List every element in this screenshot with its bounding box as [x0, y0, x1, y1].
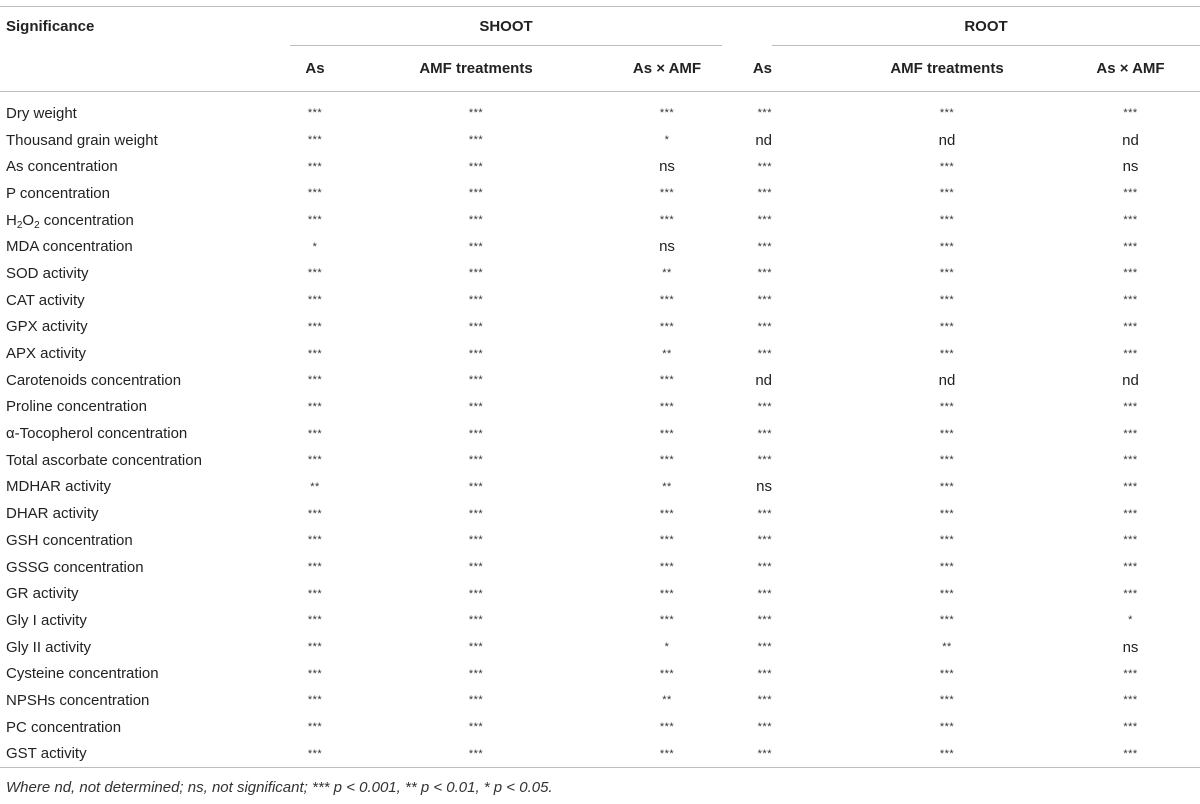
- cell-root-amf: ***: [939, 480, 955, 493]
- cell-shoot-amf: ***: [468, 507, 484, 520]
- cell-root-amf: ***: [939, 240, 955, 253]
- cell-root-amf: **: [942, 641, 952, 654]
- cell-shoot-interaction: **: [662, 694, 672, 707]
- table-row: [0, 367, 1200, 394]
- cell-root-as: ***: [757, 214, 772, 227]
- group-header-root: ROOT: [964, 17, 1008, 35]
- cell-shoot-as: ***: [307, 747, 323, 760]
- cell-root-amf: ***: [939, 427, 955, 440]
- cell-root-interaction: ns: [1122, 158, 1139, 176]
- cell-root-amf: ***: [939, 400, 955, 413]
- cell-root-interaction: ***: [1123, 694, 1138, 707]
- table-row: [0, 500, 1200, 527]
- cell-shoot-amf: ***: [468, 320, 484, 333]
- cell-shoot-interaction: ***: [659, 587, 675, 600]
- subheader-shoot-amf: AMF treatments: [419, 60, 533, 77]
- row-label: GPX activity: [6, 318, 88, 336]
- cell-shoot-as: ***: [307, 160, 323, 173]
- cell-shoot-interaction: **: [662, 480, 672, 493]
- subheader-shoot-as: As: [305, 60, 325, 77]
- table-row: [0, 741, 1200, 768]
- table-row: [0, 314, 1200, 341]
- cell-shoot-as: ***: [307, 294, 323, 307]
- cell-root-interaction: ***: [1123, 214, 1138, 227]
- cell-shoot-amf: ***: [468, 347, 484, 360]
- table-row: [0, 660, 1200, 687]
- cell-root-interaction: ***: [1123, 267, 1138, 280]
- cell-shoot-interaction: ***: [659, 534, 675, 547]
- cell-root-amf: ***: [939, 587, 955, 600]
- table-row: [0, 287, 1200, 314]
- table-row: [0, 447, 1200, 474]
- cell-root-amf: ***: [939, 721, 955, 734]
- cell-shoot-as: ***: [307, 107, 323, 120]
- cell-root-interaction: nd: [1122, 131, 1139, 149]
- cell-root-interaction: ***: [1123, 587, 1138, 600]
- cell-shoot-interaction: *: [664, 641, 670, 654]
- cell-shoot-as: ***: [307, 694, 323, 707]
- cell-root-interaction: nd: [1122, 371, 1139, 389]
- cell-root-as: ***: [757, 320, 772, 333]
- cell-shoot-as: ***: [307, 534, 323, 547]
- table-row: [0, 687, 1200, 714]
- cell-root-interaction: ***: [1123, 107, 1138, 120]
- cell-shoot-as: ***: [307, 374, 323, 387]
- cell-root-interaction: ***: [1123, 480, 1138, 493]
- cell-root-as: nd: [755, 131, 772, 149]
- table-row: [0, 527, 1200, 554]
- cell-shoot-amf: ***: [468, 561, 484, 574]
- cell-root-as: ***: [757, 267, 772, 280]
- subheader-shoot-interaction: As × AMF: [632, 60, 702, 77]
- cell-shoot-amf: ***: [468, 641, 484, 654]
- cell-shoot-amf: ***: [468, 614, 484, 627]
- row-label: Gly II activity: [6, 638, 92, 656]
- cell-shoot-as: ***: [307, 587, 323, 600]
- cell-root-as: ***: [757, 561, 772, 574]
- table-row: [0, 260, 1200, 287]
- cell-shoot-interaction: *: [664, 134, 670, 147]
- cell-shoot-interaction: ***: [659, 427, 675, 440]
- row-label: NPSHs concentration: [6, 691, 150, 709]
- table-row: [0, 420, 1200, 447]
- cell-root-amf: ***: [939, 454, 955, 467]
- cell-shoot-amf: ***: [468, 534, 484, 547]
- cell-root-amf: ***: [939, 561, 955, 574]
- cell-shoot-interaction: ***: [659, 507, 675, 520]
- table-row: [0, 340, 1200, 367]
- cell-root-as: ***: [757, 747, 772, 760]
- cell-root-amf: ***: [939, 107, 955, 120]
- cell-shoot-as: ***: [307, 427, 323, 440]
- cell-shoot-amf: ***: [468, 427, 484, 440]
- cell-root-amf: ***: [939, 614, 955, 627]
- cell-root-interaction: ***: [1123, 320, 1138, 333]
- bottom-rule: [0, 768, 1200, 769]
- cell-root-as: ***: [757, 454, 772, 467]
- cell-shoot-interaction: ***: [659, 294, 675, 307]
- cell-root-amf: ***: [939, 534, 955, 547]
- cell-root-interaction: ***: [1123, 294, 1138, 307]
- cell-shoot-amf: ***: [468, 187, 484, 200]
- cell-shoot-as: ***: [307, 134, 323, 147]
- cell-shoot-interaction: ***: [659, 320, 675, 333]
- cell-shoot-interaction: ***: [659, 374, 675, 387]
- cell-root-interaction: ***: [1123, 667, 1138, 680]
- subheader-root-amf: AMF treatments: [890, 60, 1004, 77]
- cell-root-interaction: ***: [1123, 240, 1138, 253]
- cell-root-amf: ***: [939, 214, 955, 227]
- cell-root-as: ***: [757, 694, 772, 707]
- cell-root-amf: ***: [939, 267, 955, 280]
- cell-shoot-amf: ***: [468, 160, 484, 173]
- table-footnote: Where nd, not determined; ns, not significant; *** p < 0.001, ** p < 0.01, * p < 0.05.: [6, 779, 553, 796]
- cell-root-as: ***: [757, 347, 772, 360]
- cell-shoot-interaction: ***: [659, 614, 675, 627]
- cell-shoot-amf: ***: [468, 294, 484, 307]
- cell-shoot-as: ***: [307, 507, 323, 520]
- cell-shoot-as: ***: [307, 561, 323, 574]
- cell-shoot-as: *: [312, 240, 318, 253]
- cell-root-as: ***: [757, 160, 772, 173]
- table-row: [0, 554, 1200, 581]
- cell-shoot-amf: ***: [468, 240, 484, 253]
- row-label: SOD activity: [6, 264, 89, 282]
- cell-shoot-interaction: ns: [659, 238, 675, 256]
- cell-shoot-as: ***: [307, 267, 323, 280]
- row-label: Cysteine concentration: [6, 665, 159, 683]
- table-row: [0, 100, 1200, 127]
- cell-root-amf: ***: [939, 294, 955, 307]
- cell-root-as: ***: [757, 667, 772, 680]
- row-label: MDA concentration: [6, 238, 133, 256]
- subheader-root-interaction: As × AMF: [1096, 60, 1165, 77]
- cell-shoot-as: ***: [307, 187, 323, 200]
- table-row: [0, 394, 1200, 421]
- cell-shoot-amf: ***: [468, 587, 484, 600]
- cell-shoot-amf: ***: [468, 134, 484, 147]
- cell-shoot-as: ***: [307, 400, 323, 413]
- table-row: [0, 474, 1200, 501]
- cell-shoot-interaction: ***: [659, 400, 675, 413]
- cell-shoot-amf: ***: [468, 721, 484, 734]
- table-row: [0, 153, 1200, 180]
- cell-root-interaction: ***: [1123, 427, 1138, 440]
- cell-root-interaction: ***: [1123, 507, 1138, 520]
- cell-shoot-interaction: ***: [659, 721, 675, 734]
- cell-root-as: ns: [756, 478, 772, 496]
- row-label: GR activity: [6, 585, 79, 603]
- cell-root-interaction: *: [1128, 614, 1133, 627]
- cell-root-as: ***: [757, 587, 772, 600]
- row-label: Gly I activity: [6, 611, 87, 629]
- cell-shoot-as: ***: [307, 667, 323, 680]
- cell-root-amf: ***: [939, 694, 955, 707]
- table-row: [0, 207, 1200, 234]
- cell-shoot-interaction: ***: [659, 107, 675, 120]
- cell-root-amf: nd: [938, 371, 956, 389]
- cell-shoot-amf: ***: [468, 374, 484, 387]
- cell-shoot-interaction: ***: [659, 187, 675, 200]
- cell-root-amf: ***: [939, 347, 955, 360]
- table-row: [0, 634, 1200, 661]
- cell-shoot-interaction: ***: [659, 214, 675, 227]
- cell-shoot-interaction: ***: [659, 454, 675, 467]
- cell-shoot-amf: ***: [468, 667, 484, 680]
- row-label: Proline concentration: [6, 398, 147, 416]
- row-label: α-Tocopherol concentration: [6, 425, 188, 443]
- cell-root-amf: nd: [938, 131, 956, 149]
- row-label: As concentration: [6, 158, 118, 176]
- cell-shoot-amf: ***: [468, 694, 484, 707]
- cell-shoot-amf: ***: [468, 454, 484, 467]
- table-row: [0, 233, 1200, 260]
- cell-root-as: ***: [757, 641, 772, 654]
- cell-root-as: ***: [757, 427, 772, 440]
- cell-root-amf: ***: [939, 747, 955, 760]
- cell-shoot-amf: ***: [468, 267, 484, 280]
- row-label: GSSG concentration: [6, 558, 144, 576]
- row-label: PC concentration: [6, 718, 122, 736]
- corner-label: Significance: [6, 17, 95, 35]
- cell-shoot-amf: ***: [468, 480, 484, 493]
- cell-root-as: ***: [757, 721, 772, 734]
- cell-root-interaction: ***: [1123, 400, 1138, 413]
- cell-root-as: ***: [757, 294, 772, 307]
- cell-shoot-as: **: [310, 480, 320, 493]
- cell-root-interaction: ***: [1123, 454, 1138, 467]
- cell-root-amf: ***: [939, 667, 955, 680]
- row-label: $H_2O_2$ concentration: [6, 211, 134, 231]
- cell-root-interaction: ns: [1122, 638, 1139, 656]
- subheader-row: [0, 46, 1200, 92]
- cell-shoot-as: ***: [307, 347, 323, 360]
- cell-root-as: ***: [757, 400, 772, 413]
- row-label: Thousand grain weight: [6, 131, 158, 149]
- cell-shoot-interaction: **: [662, 267, 672, 280]
- table-row: [0, 127, 1200, 154]
- cell-shoot-as: ***: [307, 614, 323, 627]
- cell-root-as: ***: [757, 240, 772, 253]
- cell-root-interaction: ***: [1123, 347, 1138, 360]
- table-row: [0, 180, 1200, 207]
- cell-root-as: ***: [757, 107, 772, 120]
- cell-shoot-as: ***: [307, 721, 323, 734]
- cell-shoot-amf: ***: [468, 747, 484, 760]
- cell-root-as: nd: [755, 371, 772, 389]
- cell-shoot-interaction: ***: [659, 667, 675, 680]
- cell-shoot-interaction: ***: [659, 747, 675, 760]
- cell-shoot-as: ***: [307, 641, 323, 654]
- row-label: APX activity: [6, 345, 87, 363]
- group-header-shoot: SHOOT: [479, 17, 533, 35]
- cell-root-as: ***: [757, 614, 772, 627]
- subheader-root-as: As: [752, 60, 772, 77]
- table-row: [0, 580, 1200, 607]
- cell-shoot-amf: ***: [468, 214, 484, 227]
- cell-root-interaction: ***: [1123, 721, 1138, 734]
- cell-root-interaction: ***: [1123, 747, 1138, 760]
- row-label: P concentration: [6, 184, 110, 202]
- table-row: [0, 607, 1200, 634]
- cell-root-interaction: ***: [1123, 534, 1138, 547]
- row-label: GST activity: [6, 745, 87, 763]
- cell-root-amf: ***: [939, 507, 955, 520]
- table-body: [0, 92, 1200, 768]
- row-label: GSH concentration: [6, 531, 133, 549]
- row-label: DHAR activity: [6, 505, 99, 523]
- cell-shoot-as: ***: [307, 454, 323, 467]
- cell-root-as: ***: [757, 507, 772, 520]
- cell-shoot-amf: ***: [468, 400, 484, 413]
- cell-shoot-as: ***: [307, 320, 323, 333]
- cell-root-as: ***: [757, 534, 772, 547]
- row-label: CAT activity: [6, 291, 85, 309]
- significance-table: [0, 6, 1200, 768]
- table-row: [0, 714, 1200, 741]
- cell-root-amf: ***: [939, 187, 955, 200]
- row-label: Dry weight: [6, 104, 77, 122]
- cell-root-as: ***: [757, 187, 772, 200]
- row-label: Carotenoids concentration: [6, 371, 182, 389]
- cell-root-interaction: ***: [1123, 561, 1138, 574]
- cell-shoot-interaction: ns: [659, 158, 675, 176]
- cell-root-amf: ***: [939, 320, 955, 333]
- cell-root-amf: ***: [939, 160, 955, 173]
- cell-shoot-as: ***: [307, 214, 323, 227]
- row-label: MDHAR activity: [6, 478, 112, 496]
- cell-shoot-amf: ***: [468, 107, 484, 120]
- row-label: Total ascorbate concentration: [6, 451, 202, 469]
- group-header-row: [0, 7, 1200, 46]
- cell-shoot-interaction: ***: [659, 561, 675, 574]
- cell-root-interaction: ***: [1123, 187, 1138, 200]
- cell-shoot-interaction: **: [662, 347, 672, 360]
